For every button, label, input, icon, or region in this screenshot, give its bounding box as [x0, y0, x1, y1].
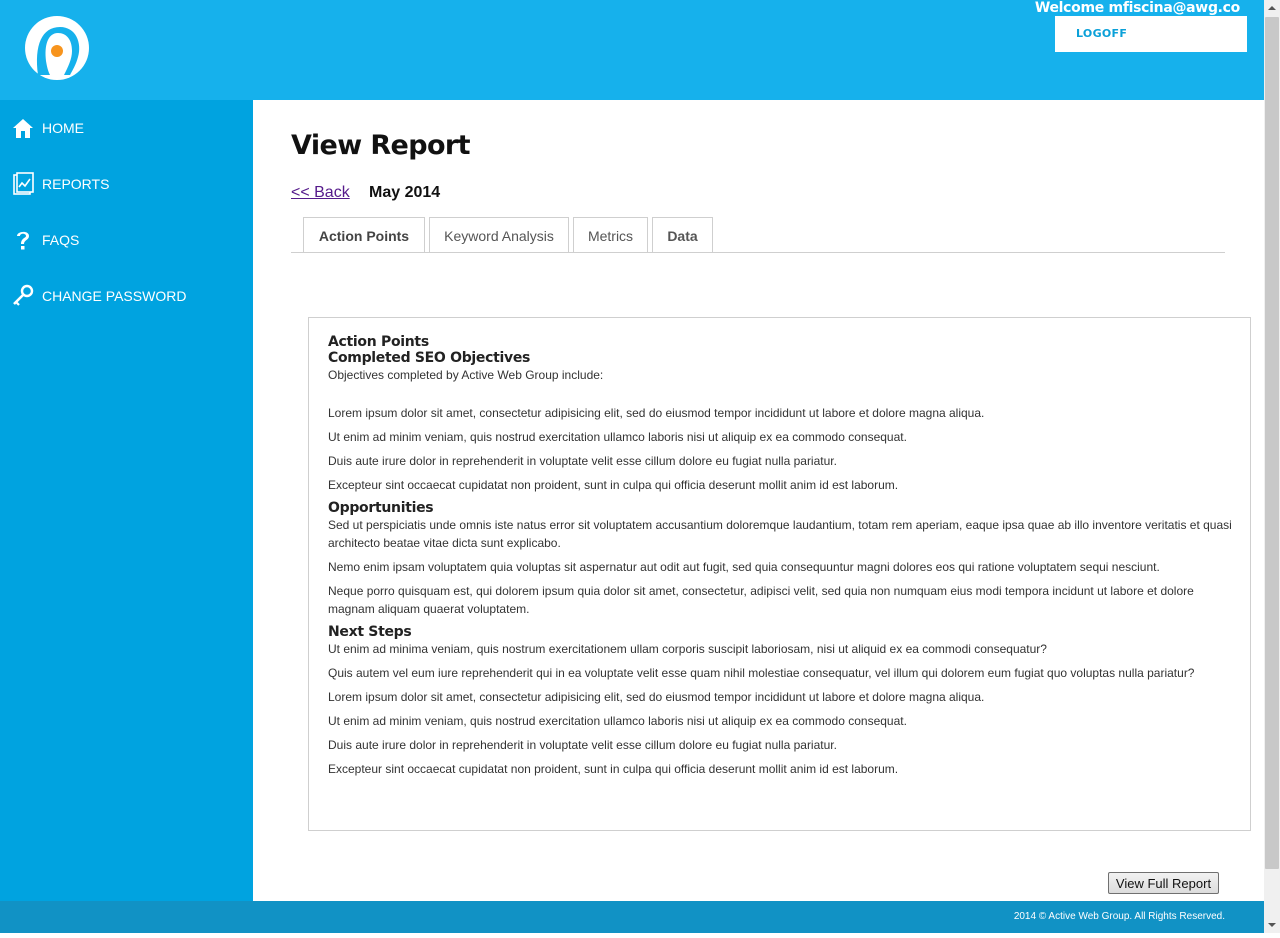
list-item: Ut enim ad minim veniam, quis nostrud exercitation ullamco laboris nisi ut aliquip ex ea commodo consequat.	[328, 714, 907, 728]
report-icon	[12, 172, 34, 196]
list-item: Excepteur sint occaecat cupidatat non proident, sunt in culpa qui officia deserunt mollit anim id est laborum.	[328, 762, 899, 776]
arrow-down-icon	[1264, 917, 1280, 933]
list-item: Neque porro quisquam est, qui dolorem ipsum quia dolor sit amet, consectetur, adipisci velit, sed quia non numquam eius modi tempora incidunt ut labore et dolore magnam aliquam quaerat voluptatem.	[328, 584, 1194, 616]
home-icon	[12, 116, 34, 140]
report-content	[328, 334, 1238, 778]
list-item: Lorem ipsum dolor sit amet, consectetur adipisicing elit, sed do eiusmod tempor incididunt ut labore et dolore magna aliqua.	[328, 406, 985, 420]
scroll-down-button[interactable]	[1264, 917, 1280, 933]
section-heading: Completed SEO Objectives	[328, 350, 531, 366]
list-item: Sed ut perspiciatis unde omnis iste natus error sit voluptatem accusantium doloremque laudantium, totam rem aperiam, eaque ipsa quae ab illo inventore veritatis et quasi architecto beatae vitae dicta sunt explicabo.	[328, 518, 1232, 550]
sidebar-item-home[interactable]	[0, 108, 253, 148]
view-full-report-button[interactable]: View Full Report	[1108, 872, 1219, 894]
list-item: Quis autem vel eum iure reprehenderit qui in ea voluptate velit esse quam nihil molestiae consequatur, vel illum qui dolorem eum fugiat quo voluptas nulla pariatur?	[328, 666, 1195, 680]
scroll-thumb[interactable]	[1265, 17, 1279, 869]
key-icon	[12, 284, 34, 308]
list-item: Duis aute irure dolor in reprehenderit in voluptate velit esse cillum dolore eu fugiat nulla pariatur.	[328, 738, 837, 752]
sidebar	[0, 100, 253, 901]
list-item: Ut enim ad minima veniam, quis nostrum exercitationem ullam corporis suscipit laboriosam, nisi ut aliquid ex ea commodi consequatur?	[328, 642, 1047, 656]
back-link[interactable]: << Back	[291, 184, 350, 201]
sidebar-item-faqs[interactable]	[0, 220, 253, 260]
awg-logo[interactable]	[24, 15, 90, 81]
footer	[0, 901, 1264, 933]
list-item: Lorem ipsum dolor sit amet, consectetur adipisicing elit, sed do eiusmod tempor incididunt ut labore et dolore magna aliqua.	[328, 690, 985, 704]
sidebar-item-label: REPORTS	[42, 176, 110, 192]
page-title: View Report	[291, 130, 470, 161]
vertical-scrollbar[interactable]	[1264, 0, 1280, 933]
section-heading: Next Steps	[328, 624, 412, 640]
header-bar	[0, 0, 1264, 100]
copyright-text: 2014 © Active Web Group. All Rights Reserved.	[1013, 911, 1225, 922]
sidebar-item-change-password[interactable]	[0, 276, 253, 316]
arrow-up-icon	[1264, 0, 1280, 16]
tabs-divider	[291, 252, 1225, 253]
question-icon	[12, 228, 34, 252]
list-item: Nemo enim ipsam voluptatem quia voluptas sit aspernatur aut odit aut fugit, sed quia consequuntur magni dolores eos qui ratione voluptatem sequi nesciunt.	[328, 560, 1160, 574]
tab-data[interactable]: Data	[652, 217, 713, 252]
report-period: May 2014	[369, 184, 441, 201]
tab-action-points[interactable]: Action Points	[303, 217, 425, 253]
sidebar-item-label: HOME	[42, 120, 84, 136]
list-item: Duis aute irure dolor in reprehenderit in voluptate velit esse cillum dolore eu fugiat nulla pariatur.	[328, 454, 837, 468]
logoff-button[interactable]: LOGOFF	[1055, 16, 1247, 52]
list-item: Ut enim ad minim veniam, quis nostrud exercitation ullamco laboris nisi ut aliquip ex ea commodo consequat.	[328, 430, 907, 444]
tab-keyword-analysis[interactable]: Keyword Analysis	[429, 217, 569, 252]
sidebar-item-label: CHANGE PASSWORD	[42, 288, 187, 304]
tab-metrics[interactable]: Metrics	[573, 217, 648, 252]
scroll-up-button[interactable]	[1264, 0, 1280, 16]
section-heading: Opportunities	[328, 500, 434, 516]
welcome-message: Welcome mfiscina@awg.co	[1034, 0, 1240, 16]
sidebar-item-label: FAQS	[42, 232, 80, 248]
section-heading: Action Points	[328, 334, 429, 350]
list-item: Excepteur sint occaecat cupidatat non proident, sunt in culpa qui officia deserunt mollit anim id est laborum.	[328, 478, 899, 492]
sidebar-item-reports[interactable]	[0, 164, 253, 204]
section-intro: Objectives completed by Active Web Group include:	[328, 368, 604, 382]
